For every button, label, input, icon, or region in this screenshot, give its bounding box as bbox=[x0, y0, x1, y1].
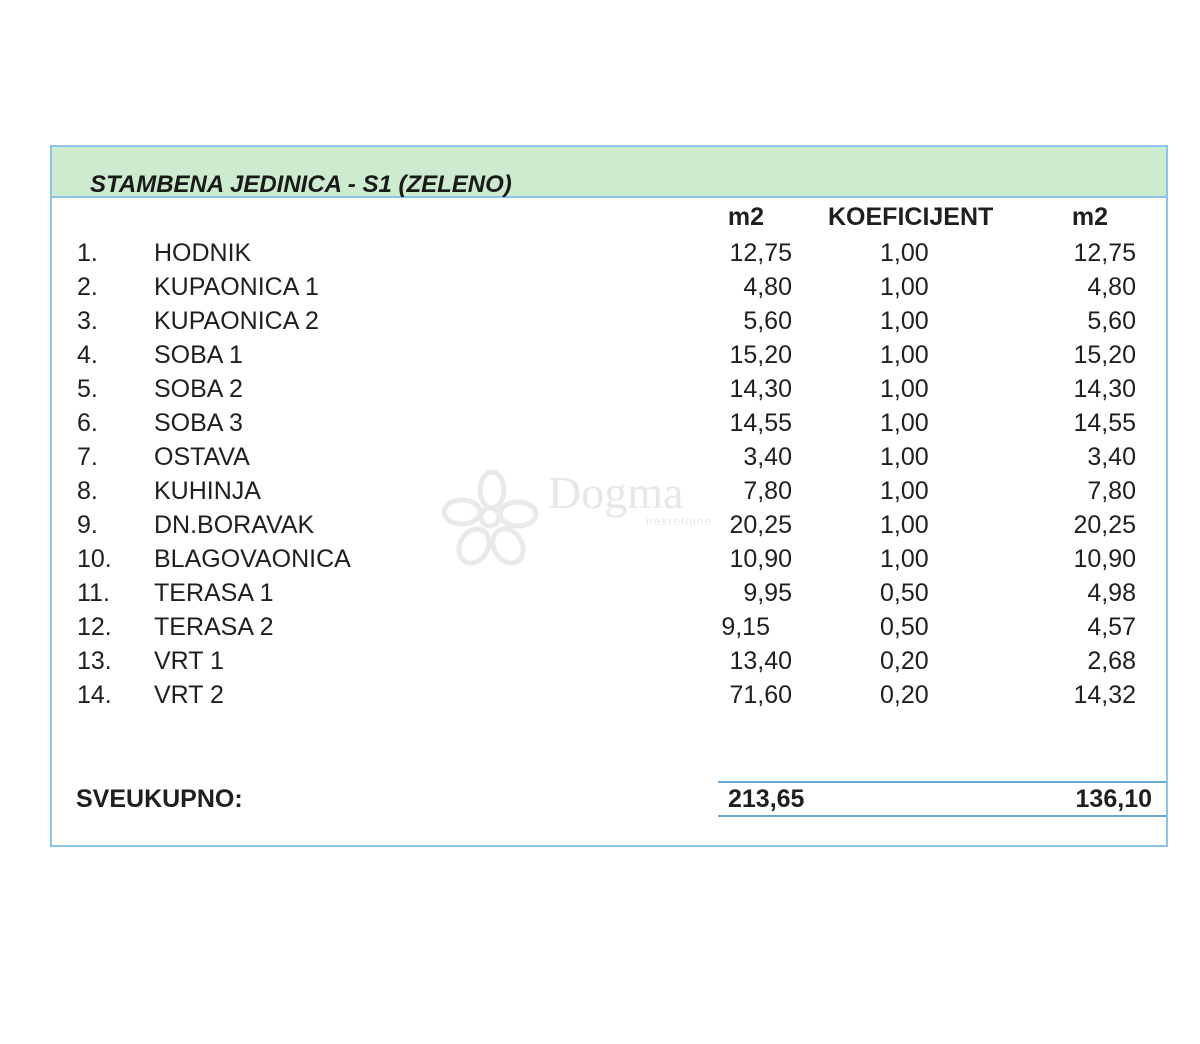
table-row bbox=[52, 372, 1166, 406]
room-area: 20,25 bbox=[729, 511, 792, 539]
room-net-area: 2,68 bbox=[1087, 647, 1136, 675]
room-area: 14,55 bbox=[729, 409, 792, 437]
row-number: 14. bbox=[77, 681, 112, 709]
room-coefficient: 1,00 bbox=[880, 443, 929, 471]
table-row bbox=[52, 542, 1166, 576]
room-name: TERASA 2 bbox=[154, 613, 274, 641]
room-net-area: 3,40 bbox=[1087, 443, 1136, 471]
table-row bbox=[52, 236, 1166, 270]
table-row bbox=[52, 678, 1166, 712]
room-name: HODNIK bbox=[154, 239, 252, 267]
room-coefficient: 1,00 bbox=[880, 511, 929, 539]
room-area: 7,80 bbox=[743, 477, 792, 505]
column-header-net-area: m2 bbox=[1071, 203, 1108, 231]
column-header-area: m2 bbox=[727, 203, 764, 231]
room-net-area: 14,55 bbox=[1073, 409, 1136, 437]
room-coefficient: 1,00 bbox=[880, 307, 929, 335]
room-name: OSTAVA bbox=[154, 443, 250, 471]
area-table-sheet bbox=[50, 145, 1168, 847]
room-net-area: 20,25 bbox=[1073, 511, 1136, 539]
room-net-area: 15,20 bbox=[1073, 341, 1136, 369]
room-coefficient: 1,00 bbox=[880, 375, 929, 403]
room-area: 13,40 bbox=[729, 647, 792, 675]
table-row bbox=[52, 270, 1166, 304]
room-area: 4,80 bbox=[743, 273, 792, 301]
room-name: KUHINJA bbox=[154, 477, 261, 505]
row-number: 13. bbox=[77, 647, 112, 675]
table-row bbox=[52, 304, 1166, 338]
room-net-area: 14,32 bbox=[1073, 681, 1136, 709]
row-number: 6. bbox=[77, 409, 98, 437]
room-area: 9,95 bbox=[743, 579, 792, 607]
room-area: 10,90 bbox=[729, 545, 792, 573]
total-row bbox=[52, 783, 1166, 815]
row-number: 8. bbox=[77, 477, 98, 505]
total-label: SVEUKUPNO: bbox=[76, 785, 243, 813]
room-name: TERASA 1 bbox=[154, 579, 274, 607]
room-net-area: 4,80 bbox=[1087, 273, 1136, 301]
room-net-area: 4,98 bbox=[1087, 579, 1136, 607]
room-coefficient: 1,00 bbox=[880, 239, 929, 267]
table-row bbox=[52, 338, 1166, 372]
room-name: VRT 2 bbox=[154, 681, 224, 709]
table-row bbox=[52, 576, 1166, 610]
room-name: SOBA 3 bbox=[154, 409, 243, 437]
row-number: 11. bbox=[77, 579, 110, 607]
table-row bbox=[52, 610, 1166, 644]
room-area: 3,40 bbox=[743, 443, 792, 471]
row-number: 4. bbox=[77, 341, 98, 369]
room-area: 14,30 bbox=[729, 375, 792, 403]
room-coefficient: 0,20 bbox=[880, 647, 929, 675]
room-area: 15,20 bbox=[729, 341, 792, 369]
total-net-area: 136,10 bbox=[1075, 785, 1152, 813]
row-number: 2. bbox=[77, 273, 98, 301]
room-coefficient: 1,00 bbox=[880, 545, 929, 573]
total-divider-bottom bbox=[718, 815, 1166, 817]
table-row bbox=[52, 474, 1166, 508]
total-area: 213,65 bbox=[728, 785, 805, 813]
unit-title: STAMBENA JEDINICA - S1 (ZELENO) bbox=[90, 171, 512, 198]
room-name: SOBA 2 bbox=[154, 375, 243, 403]
row-number: 5. bbox=[77, 375, 98, 403]
room-name: VRT 1 bbox=[154, 647, 224, 675]
room-coefficient: 1,00 bbox=[880, 341, 929, 369]
room-area: 5,60 bbox=[743, 307, 792, 335]
room-area: 71,60 bbox=[729, 681, 792, 709]
room-name: SOBA 1 bbox=[154, 341, 243, 369]
row-number: 3. bbox=[77, 307, 98, 335]
row-number: 12. bbox=[77, 613, 112, 641]
table-row bbox=[52, 440, 1166, 474]
room-coefficient: 1,00 bbox=[880, 273, 929, 301]
row-number: 9. bbox=[77, 511, 98, 539]
room-name: DN.BORAVAK bbox=[154, 511, 315, 539]
room-area: 12,75 bbox=[729, 239, 792, 267]
room-name: KUPAONICA 1 bbox=[154, 273, 319, 301]
room-coefficient: 1,00 bbox=[880, 477, 929, 505]
room-net-area: 5,60 bbox=[1087, 307, 1136, 335]
row-number: 10. bbox=[77, 545, 112, 573]
room-net-area: 7,80 bbox=[1087, 477, 1136, 505]
room-coefficient: 0,50 bbox=[880, 613, 929, 641]
table-row bbox=[52, 406, 1166, 440]
room-net-area: 12,75 bbox=[1073, 239, 1136, 267]
room-name: BLAGOVAONICA bbox=[154, 545, 351, 573]
room-coefficient: 0,20 bbox=[880, 681, 929, 709]
room-area: 9,15 bbox=[721, 613, 770, 641]
room-coefficient: 0,50 bbox=[880, 579, 929, 607]
row-number: 1. bbox=[77, 239, 98, 267]
room-net-area: 4,57 bbox=[1087, 613, 1136, 641]
room-net-area: 10,90 bbox=[1073, 545, 1136, 573]
table-row bbox=[52, 508, 1166, 542]
column-header-coefficient: KOEFICIJENT bbox=[828, 203, 994, 231]
room-name: KUPAONICA 2 bbox=[154, 307, 319, 335]
room-net-area: 14,30 bbox=[1073, 375, 1136, 403]
table-row bbox=[52, 644, 1166, 678]
room-coefficient: 1,00 bbox=[880, 409, 929, 437]
row-number: 7. bbox=[77, 443, 98, 471]
